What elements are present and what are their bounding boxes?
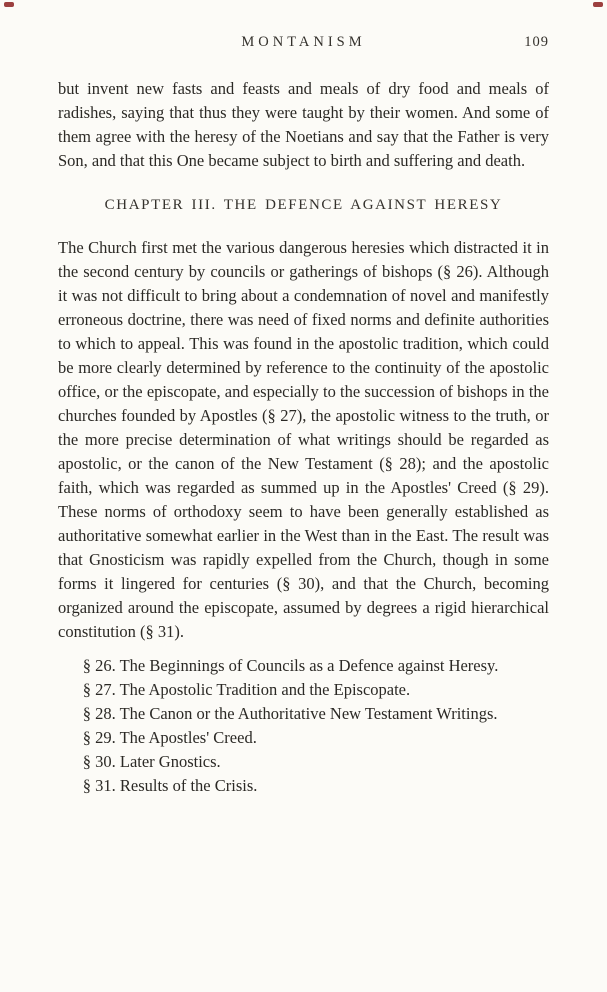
running-title: MONTANISM	[241, 34, 366, 50]
section-item-26: § 26. The Beginnings of Councils as a Defence against Heresy.	[82, 656, 499, 675]
chapter-heading: CHAPTER III. THE DEFENCE AGAINST HERESY	[104, 197, 503, 213]
section-list	[58, 654, 549, 798]
section-item-28: § 28. The Canon or the Authoritative New Testament Writings.	[82, 704, 498, 723]
body-paragraph: The Church first met the various dangerous heresies which distracted it in the second century by councils or gatherings of bishops (§ 26). Although it was not difficult to bring about a condemnation of novel and manifestly erroneous doctrine, there was need of fixed norms and definite authorities to which to appeal. This was found in the apostolic tradition, which could be more clearly determined by reference to the continuity of the apostolic office, or the episcopate, and especially to the succession of bishops in the churches founded by Apostles (§ 27), the apostolic witness to the truth, or the more precise determination of what writings should be regarded as apostolic, or the canon of the New Testament (§ 28); and the apostolic faith, which was regarded as summed up in the Apostles' Creed (§ 29). These norms of orthodoxy seem to have been generally established as authoritative somewhat earlier in the West than in the East. The result was that Gnosticism was rapidly expelled from the Church, though in some forms it lingered for centuries (§ 30), and that the Church, becoming organized around the episcopate, assumed by degrees a rigid hierarchical constitution (§ 31).	[58, 238, 549, 641]
section-item-30: § 30. Later Gnostics.	[82, 752, 221, 771]
scan-mark-left	[4, 2, 14, 7]
page-header	[58, 34, 549, 51]
scan-mark-right	[593, 2, 603, 7]
page-number: 109	[524, 34, 549, 50]
page-body	[58, 77, 549, 798]
section-item-29: § 29. The Apostles' Creed.	[82, 728, 257, 747]
section-item-31: § 31. Results of the Crisis.	[82, 776, 258, 795]
section-item-27: § 27. The Apostolic Tradition and the Episcopate.	[82, 680, 411, 699]
intro-paragraph: but invent new fasts and feasts and meals of dry food and meals of radishes, saying that thus they were taught by their women. And some of them agree with the heresy of the Noetians and say that the Father is very Son, and that this One became subject to birth and suffering and death.	[58, 79, 549, 170]
